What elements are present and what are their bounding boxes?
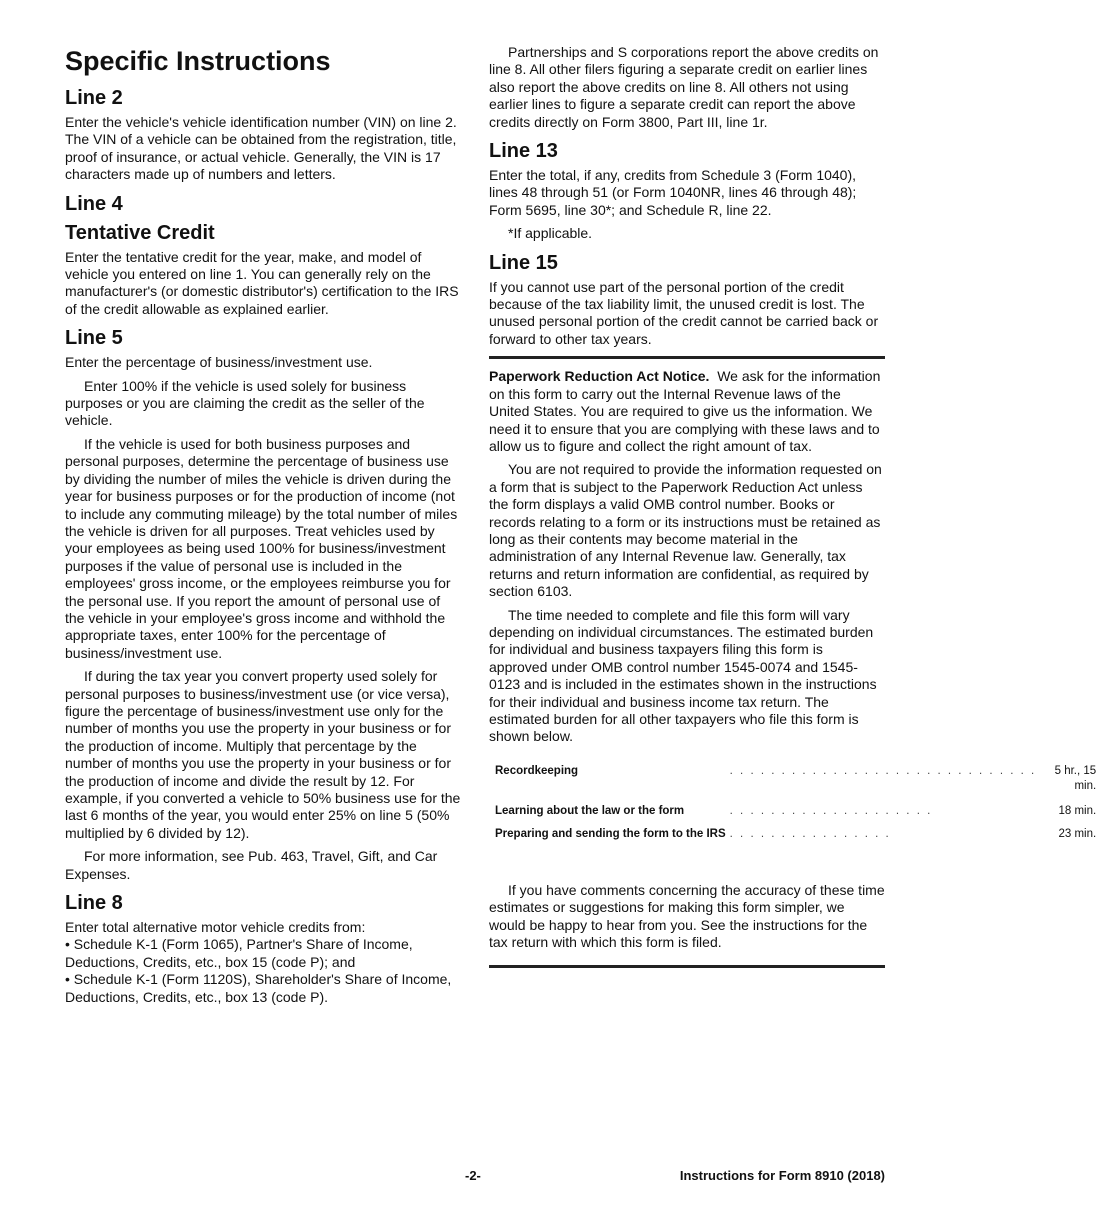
line5-text-3: If the vehicle is used for both business purposes and personal purposes, determine the percentage of business use by dividing the number of miles the vehicle is driven during the year for business purposes or for the production of income (not to include any commuting mileage) by the total number of miles the vehicle is driven for all purposes. Treat vehicles used by your employees as being used 100% for business/investment purposes if the value of personal use is included in the employees' gross income, or the employees reimburse you for the personal use. If you report the amount of personal use of the vehicle in your employee's gross income and withhold the appropriate taxes, enter 100% for the percentage of business/investment use. (65, 435, 458, 661)
line4-heading: Line 4 (65, 192, 123, 215)
line5-text-2: Enter 100% if the vehicle is used solely for business purposes or you are claiming the credit as the seller of the vehicle. (65, 377, 425, 429)
tentative-credit-heading: Tentative Credit (65, 221, 215, 244)
burden-table (495, 764, 1096, 842)
burden-row (495, 804, 1096, 819)
burden-value: 18 min. (1058, 804, 1096, 817)
burden-value: 23 min. (1058, 827, 1096, 840)
bullet-icon: • (65, 936, 70, 953)
left-column (65, 44, 463, 1006)
burden-row (495, 827, 1096, 842)
line5-text-4: If during the tax year you convert property used solely for personal purposes to business/investment use (or vice versa), figure the percentage of business/investment use only for the number of months you use the property in your business or for the production of income. Multiply that percentage by the number of months you use the property in your business or for the production of income and divide the result by 12. For example, if you converted a vehicle to 50% business use for the last 6 months of the year, you would enter 25% on line 5 (50% multiplied by 6 divided by 12). (65, 668, 461, 841)
paperwork-text-1: We ask for the information on this form to carry out the Internal Revenue laws of the United States. You are required to give us the information. We need it to ensure that you are complying with these laws and to allow us to figure and collect the right amount of tax. (489, 368, 881, 454)
page-number: -2- (465, 1168, 481, 1183)
line8-bullet-1 (65, 936, 463, 971)
line8-bullet-2 (65, 971, 463, 1006)
line8-heading: Line 8 (65, 892, 123, 915)
paperwork-text-3: The time needed to complete and file this form will vary depending on individual circumstances. The estimated burden for individual and business taxpayers filing this form is approved under OMB control number 1545-0074 and 1545-0123 and is included in the estimates shown in the instructions for their individual and business income tax return. The estimated burden for all other taxpayers who file this form is shown below. (489, 606, 877, 745)
paperwork-heading: Paperwork Reduction Act Notice. (489, 368, 710, 385)
line4-text: Enter the tentative credit for the year, make, and model of vehicle you entered on line 1. You can generally rely on the manufacturer's (or domestic distributor's) certification to the IRS of the credit allowable as explained earlier. (65, 248, 459, 317)
right-column (489, 44, 1096, 977)
bullet-icon: • (65, 971, 70, 988)
paperwork-text-4: If you have comments concerning the accuracy of these time estimates or suggestions for making this form simpler, we would be happy to hear from you. See the instructions for the tax return with which this form is filed. (489, 881, 885, 951)
line8-bullet-2-text: Schedule K-1 (Form 1120S), Shareholder's Share of Income, Deductions, Credits, etc., box 13 (code P). (65, 971, 452, 1005)
line13-heading: Line 13 (489, 140, 558, 163)
page-title: Specific Instructions (65, 46, 331, 76)
line8-text: Enter total alternative motor vehicle credits from: (65, 919, 366, 936)
burden-label: Recordkeeping (495, 764, 579, 777)
burden-label: Learning about the law or the form (495, 804, 685, 817)
end-divider (489, 965, 885, 968)
line5-text-1: Enter the percentage of business/investment use. (65, 354, 373, 371)
section-divider (489, 356, 885, 359)
paperwork-notice (489, 368, 885, 455)
line15-text: If you cannot use part of the personal portion of the credit because of the tax liability limit, the unused credit is lost. The unused personal portion of the credit cannot be carried back or forward to other tax years. (489, 278, 879, 347)
line5-heading: Line 5 (65, 327, 123, 350)
dot-leader: . . . . . . . . . . . . . . . . . . . . (729, 804, 933, 817)
line13-text: Enter the total, if any, credits from Schedule 3 (Form 1040), lines 48 through 51 (or Form 1040NR, lines 46 through 48); Form 5695, line 30*; and Schedule R, line 22. (489, 167, 857, 218)
burden-value: 5 hr., 15 min. (1054, 764, 1096, 792)
line13-note: *If applicable. (508, 225, 593, 242)
form-title: Instructions for Form 8910 (2018) (679, 1168, 885, 1183)
line5-text-5: For more information, see Pub. 463, Travel, Gift, and Car Expenses. (65, 848, 438, 882)
dot-leader: . . . . . . . . . . . . . . . . (729, 827, 891, 840)
line2-text: Enter the vehicle's vehicle identification number (VIN) on line 2. The VIN of a vehicle can be obtained from the registration, title, proof of insurance, or actual vehicle. Generally, the VIN is 17 characters made up of numbers and letters. (65, 114, 457, 183)
paperwork-text-2: You are not required to provide the information requested on a form that is subject to the Paperwork Reduction Act unless the form displays a valid OMB control number. Books or records relating to a form or its instructions must be retained as long as their contents may become material in the administration of any Internal Revenue law. Generally, tax returns and return information are confidential, as required by section 6103. (489, 461, 882, 600)
burden-row (495, 764, 1096, 794)
burden-label: Preparing and sending the form to the IRS (495, 827, 726, 840)
line15-heading: Line 15 (489, 251, 558, 274)
line8-bullet-1-text: Schedule K-1 (Form 1065), Partner's Share of Income, Deductions, Credits, etc., box 15 (code P); and (65, 936, 413, 970)
partnerships-text: Partnerships and S corporations report the above credits on line 8. All other filers figuring a separate credit on earlier lines also report the above credits on line 8. All others not using earlier lines to figure a separate credit can report the above credits directly on Form 3800, Part III, line 1r. (489, 44, 879, 130)
line2-heading: Line 2 (65, 87, 123, 109)
dot-leader: . . . . . . . . . . . . . . . . . . . . . . . . . . . . . . (729, 764, 1037, 777)
